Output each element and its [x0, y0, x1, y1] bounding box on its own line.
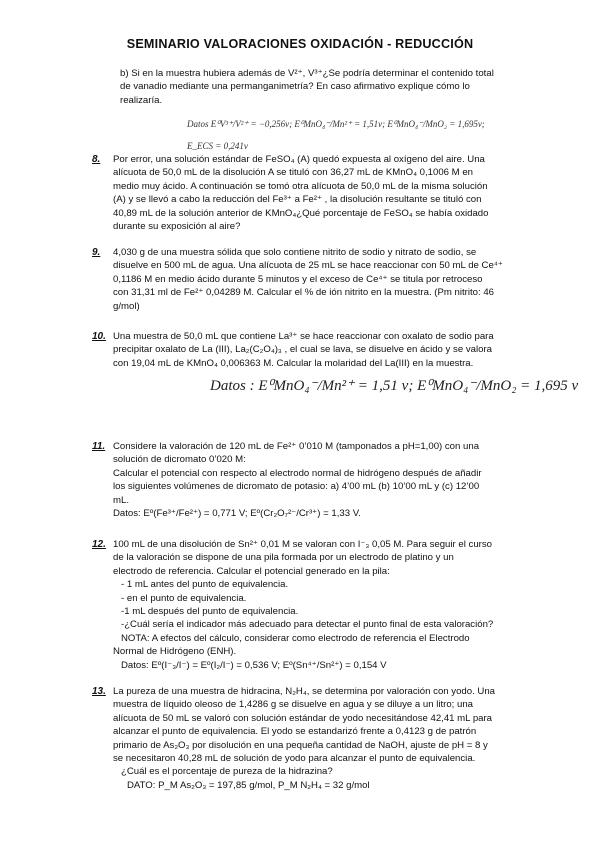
problem-line: alícuota de 50,0 mL de la disolución A se tituló con 36,27 mL de KMnO₄ 0,1006 M en — [113, 167, 473, 179]
problem-11-text — [113, 440, 520, 520]
problem-line: La pureza de una muestra de hidracina, N₂H₄, se determina por valoración con yodo. Una — [113, 686, 496, 697]
item-b-data-line-1: Datos E⁰V³⁺/V²⁺ = −0,256v; E⁰MnO₄⁻/Mn²⁺ = 1,51v; E⁰MnO₄⁻/MnO₂ = 1,695v; — [187, 119, 485, 129]
problem-line: 4,030 g de una muestra sólida que solo contiene nitrito de sodio y nitrato de sodio, se — [113, 247, 477, 258]
problem-line: ¿Cuál es el porcentaje de pureza de la hidrazina? — [121, 766, 333, 778]
problem-line: mL. — [113, 494, 129, 506]
problem-line: solución de dicromato 0’020 M: — [113, 454, 246, 466]
problem-line: Normal de Hidrógeno (ENH). — [113, 646, 237, 658]
problem-number: 10. — [92, 331, 106, 342]
problem-12-text — [113, 538, 520, 672]
problem-line: alcanzar el punto de equivalencia. El yodo se estandarizó frente a 0,4123 g de patrón — [113, 726, 477, 738]
problem-line: -1 mL después del punto de equivalencia. — [121, 606, 299, 618]
problem-line: DATO: P_M As₂O₃ = 197,85 g/mol, P_M N₂H₄ = 32 g/mol — [127, 779, 370, 791]
problem-10-data-line: Datos : E⁰MnO₄⁻/Mn²⁺ = 1,51 v; E⁰MnO₄⁻/MnO₂ = 1,695 v — [210, 378, 579, 394]
problem-line: 40,89 mL de la solución anterior de KMnO₄¿Qué porcentaje de FeSO₄ se había oxidado — [113, 207, 489, 219]
problem-line: electrodo de referencia. Calcular el potencial generado en la pila: — [113, 565, 390, 577]
problem-line: con 19,04 mL de KMnO₄ 0,006363 M. Calcular la molaridad del La(III) en la muestra. — [113, 357, 474, 369]
problem-line: 0,1186 M en medio ácido durante 5 minutos y el exceso de Ce⁴⁺ se titula por retroceso — [113, 273, 483, 285]
problem-line: con 31,31 ml de Fe²⁺ 0,04289 M. Calcular el % de ión nitrito en la muestra. (Pm nitrito: 46 — [113, 287, 495, 299]
problem-line: Datos: Eº(I⁻₃/I⁻) = Eº(I₂/I⁻) = 0,536 V; Eº(Sn⁴⁺/Sn²⁺) = 0,154 V — [121, 659, 387, 671]
problem-number: 8. — [92, 154, 101, 165]
problem-line: primario de As₂O₃ por disolución en una pequeña cantidad de NaOH, ajuste de pH = 8 y — [113, 739, 488, 751]
problem-line: Datos: Eº(Fe³⁺/Fe²⁺) = 0,771 V; Eº(Cr₂O₇²⁻/Cr³⁺) = 1,33 V. — [113, 508, 361, 520]
problem-line: se necesitaron 40,28 mL de solución de yodo para alcanzar el punto de equivalencia. — [113, 753, 476, 765]
problem-line: g/mol) — [113, 300, 140, 312]
item-b-line: b) Si en la muestra hubiera además de V²⁺, V³⁺¿Se podría determinar el contenido total — [120, 68, 494, 79]
problem-line: precipitar oxalato de La (III), La₂(C₂O₄)₃ , el cual se lava, se disuelve en ácido y se valora — [113, 344, 492, 356]
problem-line: Por error, una solución estándar de FeSO₄ (A) quedó expuesta al oxígeno del aire. Una — [113, 154, 485, 165]
problem-line: -¿Cuál sería el indicador más adecuado para detectar el punto final de esta valoración? — [121, 619, 494, 631]
problem-number: 9. — [92, 247, 101, 258]
problem-number: 13. — [92, 686, 106, 697]
problem-line: durante su exposición al aire? — [113, 221, 241, 233]
problem-10-text — [113, 330, 520, 370]
problem-number: 12. — [92, 539, 106, 550]
problem-line: medio muy ácido. A continuación se tomó otra alícuota de 50,0 mL de la misma solución — [113, 180, 488, 192]
problem-line: (A) y se llevó a cabo la reducción del Fe³⁺ a Fe²⁺ , la disolución resultante se tituló con — [113, 194, 482, 206]
item-b-line: realizaría. — [120, 94, 163, 106]
item-b-text — [120, 67, 520, 107]
item-b-data-line-2: E_ECS = 0,241v — [187, 141, 248, 151]
problem-line: Una muestra de 50,0 mL que contiene La³⁺ se hace reaccionar con oxalato de sodio para — [113, 331, 494, 342]
problem-line: disuelve en 500 mL de agua. Una alícuota de 25 mL se hace reaccionar con 50 mL de Ce⁴⁺ — [113, 260, 503, 272]
problem-line: alícuota de 50 mL se valoró con solución estándar de yodo necesitándose 42,41 mL para — [113, 712, 493, 724]
problem-line: - en el punto de equivalencia. — [121, 592, 247, 604]
problem-line: NOTA: A efectos del cálculo, considerar como electrodo de referencia el Electrodo — [121, 632, 470, 644]
problem-line: muestra de líquido oleoso de 1,4286 g se disuelve en agua y se diluye a un litro; una — [113, 699, 474, 711]
problem-line: de la valoración se dispone de una pila formada por un electrodo de platino y un — [113, 552, 454, 564]
problem-13-text — [113, 685, 520, 792]
problem-line: Considere la valoración de 120 mL de Fe²⁺ 0’010 M (tamponados a pH=1,00) con una — [113, 441, 480, 452]
problem-line: - 1 mL antes del punto de equivalencia. — [121, 579, 289, 591]
problem-9-text — [113, 246, 520, 313]
problem-line: 100 mL de una disolución de Sn²⁺ 0,01 M se valoran con I⁻₃ 0,05 M. Para seguir el curso — [113, 539, 492, 550]
page-title: SEMINARIO VALORACIONES OXIDACIÓN - REDUCCIÓN — [126, 37, 474, 51]
item-b-line: de vanadio mediante una permanganimetría? En caso afirmativo explique cómo lo — [120, 81, 470, 93]
problem-number: 11. — [92, 441, 106, 452]
problem-8-text — [113, 153, 520, 233]
problem-line: los siguientes volúmenes de dicromato de potasio: a) 4’00 mL (b) 10’00 mL y (c) 12’00 — [113, 481, 480, 493]
problem-line: Calcular el potencial con respecto al electrodo normal de hidrógeno después de añadir — [113, 467, 482, 479]
